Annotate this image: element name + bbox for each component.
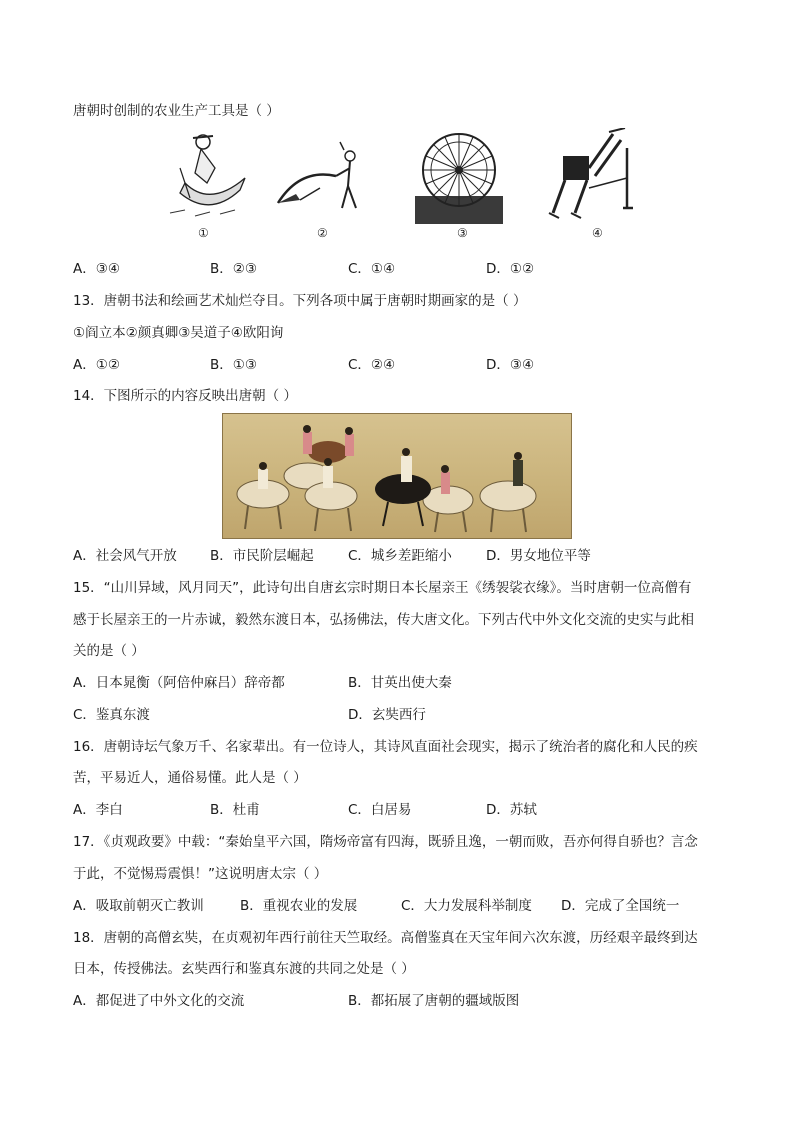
caption-4: ④	[592, 226, 603, 240]
q16-line-2: 苦，平易近人，通俗易懂。此人是（ ）	[73, 770, 307, 786]
q17-line-1: 17．《贞观政要》中载：“秦始皇平六国，隋炀帝富有四海，既骄且逸，一朝而败，吾亦何得自骄也？言念	[73, 834, 698, 850]
q13-stem: 13．唐朝书法和绘画艺术灿烂夺目。下列各项中属于唐朝时期画家的是（ ）	[73, 293, 527, 309]
q15-line-3: 关的是（ ）	[73, 643, 145, 659]
q18-option-b[interactable]: B．都拓展了唐朝的疆域版图	[348, 993, 520, 1009]
figure-4-farm-tool	[545, 128, 640, 227]
q16-option-a[interactable]: A．李白	[73, 802, 123, 818]
q16-option-b[interactable]: B．杜甫	[210, 802, 260, 818]
q15-line-2: 感于长屋亲王的一片赤诚，毅然东渡日本，弘扬佛法，传大唐文化。下列古代中外文化交流的史实与此相	[73, 612, 694, 628]
q13-option-b[interactable]: B．①③	[210, 357, 257, 373]
q13-list: ①阎立本②颜真卿③吴道子④欧阳询	[73, 325, 284, 341]
q12-option-c[interactable]: C．①④	[348, 261, 396, 277]
q14-option-d[interactable]: D．男女地位平等	[486, 548, 591, 564]
q15-option-d[interactable]: D．玄奘西行	[348, 707, 426, 723]
q12-stem: 唐朝时创制的农业生产工具是（ ）	[73, 103, 280, 119]
q15-option-c[interactable]: C．鉴真东渡	[73, 707, 150, 723]
caption-3: ③	[457, 226, 468, 240]
q18-line-1: 18．唐朝的高僧玄奘，在贞观初年西行前往天竺取经。高僧鉴真在天宝年间六次东渡，历经艰辛最终到达	[73, 930, 698, 946]
q12-option-a[interactable]: A．③④	[73, 261, 120, 277]
q17-option-c[interactable]: C．大力发展科举制度	[401, 898, 532, 914]
figure-2-plough	[270, 128, 370, 227]
q16-option-c[interactable]: C．白居易	[348, 802, 412, 818]
q15-line-1: 15．“山川异域，风月同天”，此诗句出自唐玄宗时期日本长屋亲王《绣袈裟衣缘》。当时唐朝一位高僧有	[73, 580, 692, 596]
figure-3-water-wheel	[415, 128, 505, 229]
q17-option-a[interactable]: A．吸取前朝灭亡教训	[73, 898, 204, 914]
q17-option-b[interactable]: B．重视农业的发展	[240, 898, 358, 914]
q17-line-2: 于此，不觉惕焉震惧！”这说明唐太宗（ ）	[73, 866, 328, 882]
q16-line-1: 16．唐朝诗坛气象万千、名家辈出。有一位诗人，其诗风直面社会现实，揭示了统治者的腐化和人民的疾	[73, 739, 698, 755]
q17-option-d[interactable]: D．完成了全国统一	[561, 898, 680, 914]
q16-option-d[interactable]: D．苏轼	[486, 802, 537, 818]
q13-option-a[interactable]: A．①②	[73, 357, 120, 373]
q15-option-a[interactable]: A．日本晁衡（阿倍仲麻吕）辞帝都	[73, 675, 285, 691]
q12-option-d[interactable]: D．①②	[486, 261, 535, 277]
caption-1: ①	[198, 226, 209, 240]
q13-option-d[interactable]: D．③④	[486, 357, 535, 373]
q12-option-b[interactable]: B．②③	[210, 261, 257, 277]
q14-option-c[interactable]: C．城乡差距缩小	[348, 548, 452, 564]
caption-2: ②	[317, 226, 328, 240]
q14-option-b[interactable]: B．市民阶层崛起	[210, 548, 314, 564]
q12-figures	[160, 128, 630, 243]
q13-option-c[interactable]: C．②④	[348, 357, 396, 373]
q18-option-a[interactable]: A．都促进了中外文化的交流	[73, 993, 245, 1009]
q18-line-2: 日本，传授佛法。玄奘西行和鉴真东渡的共同之处是（ ）	[73, 961, 415, 977]
q14-option-a[interactable]: A．社会风气开放	[73, 548, 177, 564]
q14-stem: 14．下图所示的内容反映出唐朝（ ）	[73, 388, 297, 404]
figure-1-farmer-tool	[165, 128, 255, 227]
horse-riding-painting	[222, 413, 572, 539]
q15-option-b[interactable]: B．甘英出使大秦	[348, 675, 452, 691]
